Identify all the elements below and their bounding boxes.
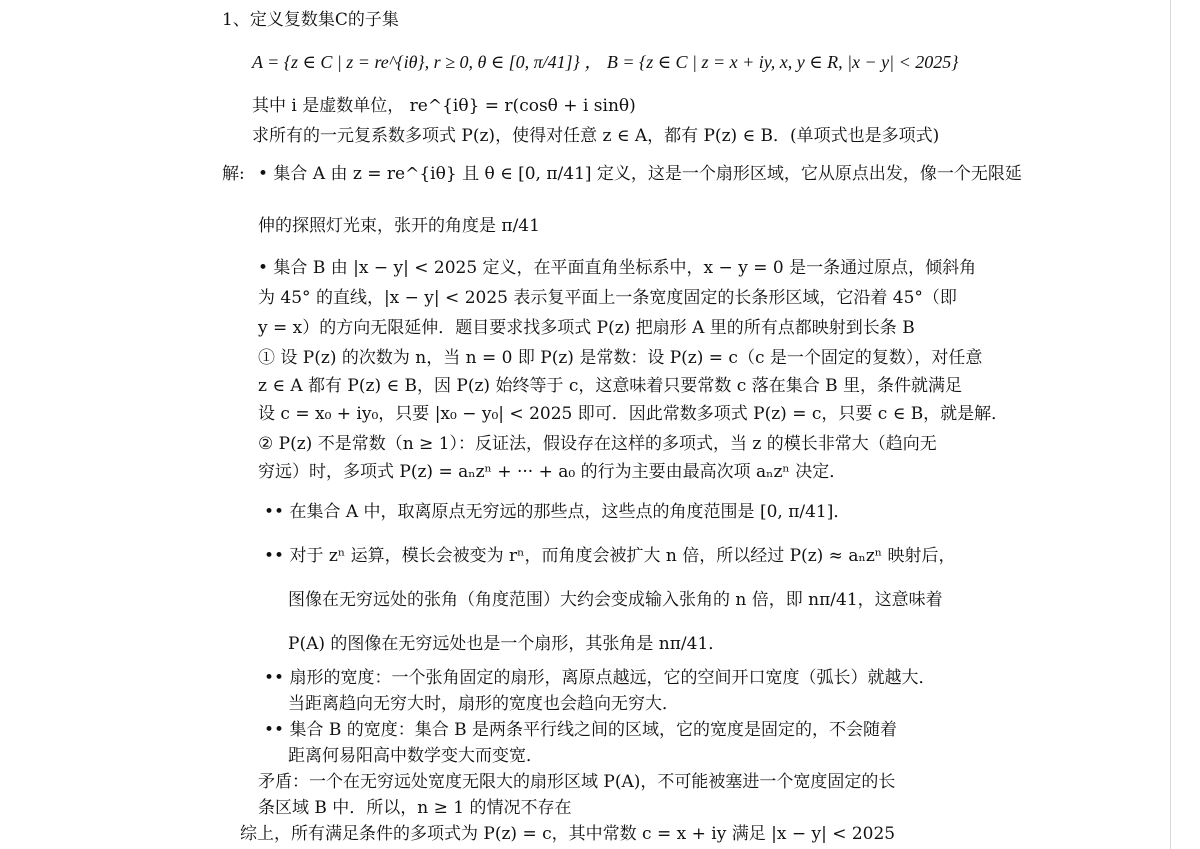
problem-number: 1、	[222, 10, 250, 30]
imaginary-unit-note: 其中 i 是虚数单位， re^{iθ} = r(cosθ + i sinθ)	[252, 96, 636, 116]
solution-label: 解:	[222, 164, 245, 184]
solution-line: 图像在无穷远处的张角（角度范围）大约会变成输入张角的 n 倍，即 nπ/41，这意味着	[288, 590, 943, 610]
problem-question: 求所有的一元复系数多项式 P(z)，使得对任意 z ∈ A，都有 P(z) ∈ B．(单项式也是多项式)	[252, 126, 940, 146]
solution-line: 当距离趋向无穷大时，扇形的宽度也会趋向无穷大．	[288, 694, 679, 714]
solution-line: •• 对于 zⁿ 运算，模长会被变为 rⁿ，而角度会被扩大 n 倍，所以经过 P(z) ≈ aₙzⁿ 映射后，	[264, 546, 956, 566]
solution-line: 为 45° 的直线，|x − y| < 2025 表示复平面上一条宽度固定的长条形区域，它沿着 45°（即	[258, 288, 957, 308]
solution-line: •• 扇形的宽度：一个张角固定的扇形，离原点越远，它的空间开口宽度（弧长）就越大．	[264, 668, 936, 688]
problem-heading	[222, 8, 399, 32]
solution-line: 设 c = x₀ + iy₀，只要 |x₀ − y₀| < 2025 即可．因此常数多项式 P(z) = c，只要 c ∈ B，就是解．	[258, 404, 1009, 424]
solution-line: ② P(z) 不是常数（n ≥ 1）：反证法，假设存在这样的多项式，当 z 的模长非常大（趋向无	[258, 434, 937, 454]
solution-line: P(A) 的图像在无穷远处也是一个扇形，其张角是 nπ/41．	[288, 634, 726, 654]
solution-line: z ∈ A 都有 P(z) ∈ B，因 P(z) 始终等于 c，这意味着只要常数 c 落在集合 B 里，条件就满足	[258, 376, 962, 396]
conclusion-line: 综上，所有满足条件的多项式为 P(z) = c，其中常数 c = x + iy 满足 |x − y| < 2025	[240, 824, 896, 844]
solution-line: 距离何易阳高中数学变大而变宽．	[288, 746, 543, 766]
solution-line: y = x）的方向无限延伸．题目要求找多项式 P(z) 把扇形 A 里的所有点都映射到长条 B	[258, 318, 915, 338]
solution-line: •• 集合 B 的宽度：集合 B 是两条平行线之间的区域，它的宽度是固定的，不会随着	[264, 720, 898, 740]
solution-line: 穷远）时，多项式 P(z) = aₙzⁿ + ··· + a₀ 的行为主要由最高次项 aₙzⁿ 决定．	[258, 462, 847, 482]
solution-line: •• 在集合 A 中，取离原点无穷远的那些点，这些点的角度范围是 [0, π/41]．	[264, 502, 851, 522]
solution-line: 条区域 B 中．所以，n ≥ 1 的情况不存在	[258, 798, 572, 818]
problem-title: 定义复数集C的子集	[249, 10, 399, 30]
page-edge-divider	[1170, 0, 1171, 849]
solution-line: • 集合 A 由 z = re^{iθ} 且 θ ∈ [0, π/41] 定义，这是一个扇形区域，它从原点出发，像一个无限延	[258, 164, 1022, 184]
solution-line: 矛盾：一个在无穷远处宽度无限大的扇形区域 P(A)，不可能被塞进一个宽度固定的长	[258, 772, 896, 792]
solution-line: 伸的探照灯光束，张开的角度是 π/41	[258, 216, 540, 236]
set-definitions: A = {z ∈ C | z = re^{iθ}, r ≥ 0, θ ∈ [0, π/41]} ， B = {z ∈ C | z = x + iy, x, y ∈ R, |x − y| < 2025}	[252, 52, 959, 72]
solution-line: ① 设 P(z) 的次数为 n，当 n = 0 即 P(z) 是常数：设 P(z) = c（c 是一个固定的复数），对任意	[258, 348, 983, 368]
solution-line: • 集合 B 由 |x − y| < 2025 定义，在平面直角坐标系中，x − y = 0 是一条通过原点，倾斜角	[258, 258, 977, 278]
